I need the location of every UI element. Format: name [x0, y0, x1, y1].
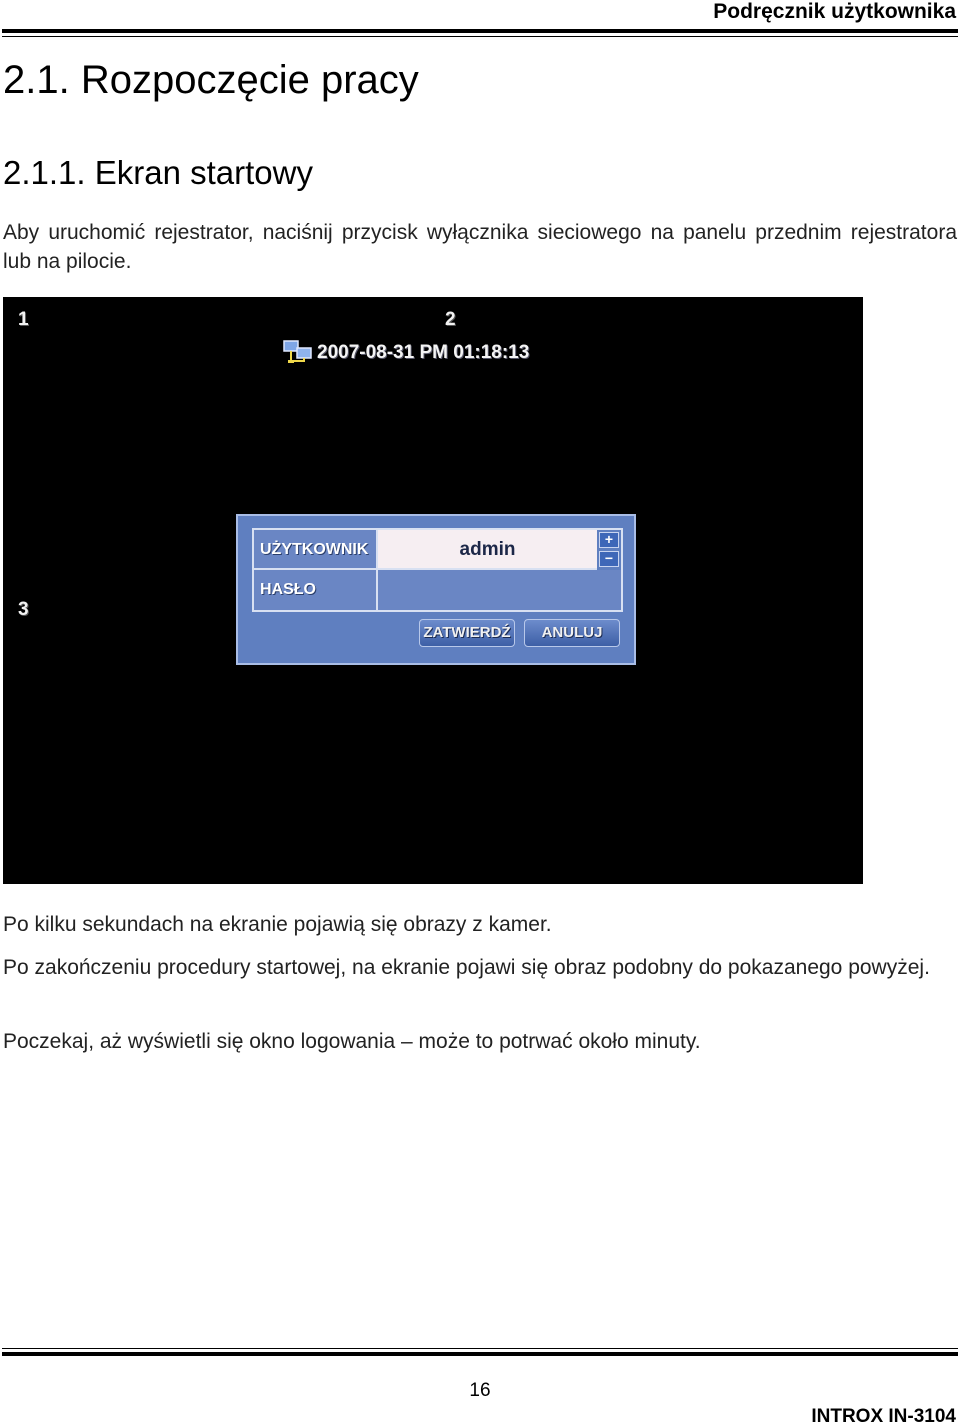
running-header-title: Podręcznik użytkownika — [713, 0, 956, 23]
confirm-button[interactable]: ZATWIERDŹ — [419, 619, 515, 647]
channel-1-label: 1 — [18, 309, 29, 330]
username-field[interactable]: admin — [378, 530, 597, 570]
footer-rule — [2, 1352, 958, 1356]
dvr-start-screen — [3, 297, 863, 884]
header-rule — [2, 29, 958, 33]
intro-paragraph: Aby uruchomić rejestrator, naciśnij przycisk wyłącznika sieciowego na panelu przednim rejestratora lub na pilocie. — [3, 221, 957, 273]
username-prev-button[interactable]: − — [599, 551, 619, 567]
product-model: INTROX IN-3104 — [811, 1406, 956, 1427]
body-paragraph-2: Po zakończeniu procedury startowej, na ekranie pojawi się obraz podobny do pokazanego powyżej. — [3, 956, 930, 979]
datetime-display: 2007-08-31 PM 01:18:13 — [317, 342, 530, 363]
cancel-button[interactable]: ANULUJ — [524, 619, 620, 647]
channel-2-label: 2 — [445, 309, 456, 330]
footer-rule-thin — [2, 1348, 958, 1349]
header-rule-thin — [2, 36, 958, 37]
page-number: 16 — [469, 1380, 491, 1401]
body-paragraph-3: Poczekaj, aż wyświetli się okno logowania – może to potrwać około minuty. — [3, 1030, 701, 1053]
body-paragraph-1: Po kilku sekundach na ekranie pojawią się obrazy z kamer. — [3, 913, 552, 936]
login-form — [252, 528, 623, 612]
network-icon — [283, 339, 313, 367]
password-field[interactable] — [378, 570, 621, 610]
subsection-heading: 2.1.1. Ekran startowy — [3, 154, 313, 191]
username-label: UŻYTKOWNIK — [254, 530, 376, 570]
channel-3-label: 3 — [18, 599, 29, 620]
username-stepper — [599, 532, 619, 570]
login-dialog — [236, 514, 636, 665]
status-bar — [283, 339, 529, 367]
username-next-button[interactable]: + — [599, 532, 619, 548]
password-label: HASŁO — [254, 570, 376, 610]
section-heading: 2.1. Rozpoczęcie pracy — [3, 58, 419, 102]
